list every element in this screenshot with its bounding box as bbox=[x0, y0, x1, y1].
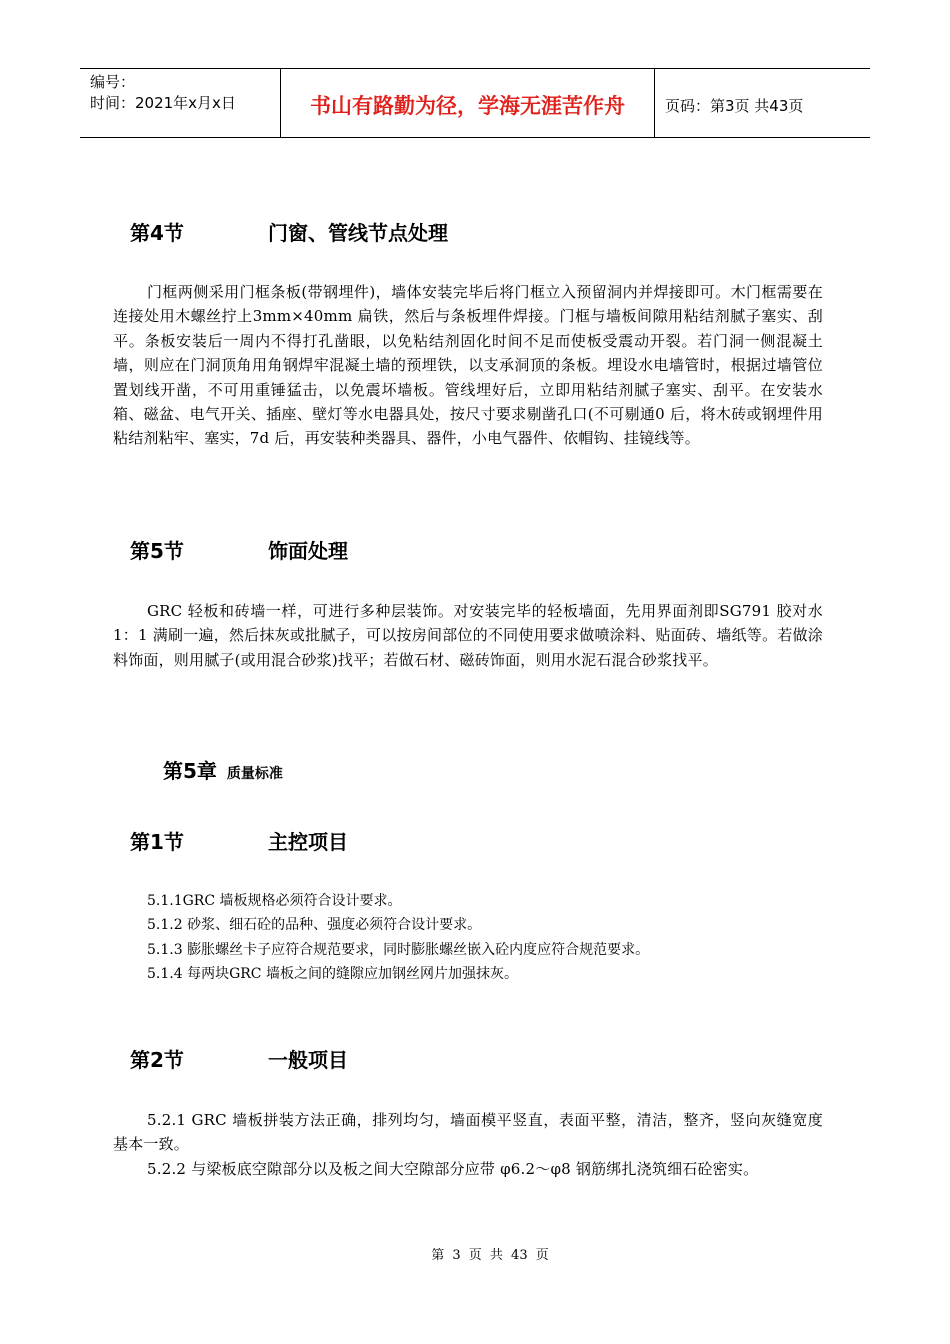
section-2-number: 第2节 bbox=[130, 1048, 184, 1072]
section-5-number: 第5节 bbox=[130, 539, 184, 563]
section-4-number: 第4节 bbox=[130, 221, 184, 245]
header-number-label: 编号： bbox=[90, 73, 136, 91]
list-item: 5.1.4 每两块GRC 墙板之间的缝隙应加钢丝网片加强抹灰。 bbox=[147, 966, 518, 983]
page-footer: 第 3 页 共 43 页 bbox=[431, 1248, 549, 1263]
section-4-paragraph: 门框两侧采用门框条板(带钢埋件)，墙体安装完毕后将门框立入预留洞内并焊接即可。木门框需要在连接处用木螺丝拧上3mm×40mm 扁铁，然后与条板埋件焊接。门框与墙板间隙用粘结剂腻子塞实、刮平。条板安装后一周内不得打孔凿眼，以免粘结剂固化时间不足而使板受震动开裂。若门洞一侧混凝土墙，则应在门洞顶角用角钢焊牢混凝土墙的预埋铁，以支承洞顶的条板。埋设水电墙管时，根据过墙管位置划线开凿，不可用重锤猛击，以免震坏墙板。管线埋好后，立即用粘结剂腻子塞实、刮平。在安装水箱、磁盆、电气开关、插座、壁灯等水电器具处，按尺寸要求剔凿孔口(不可剔通0 后，将木砖或钢埋件用粘结剂粘牢、塞实，7d 后，再安装种类器具、器件，小电气器件、依帽钩、挂镜线等。 bbox=[113, 283, 823, 448]
section-2-paragraph-2: 5.2.2 与梁板底空隙部分以及板之间大空隙部分应带 φ6.2～φ8 钢筋绑扎浇筑细石砼密实。 bbox=[147, 1160, 759, 1178]
header-time-label: 时间：2021年x月x日 bbox=[90, 94, 236, 112]
section-4-heading bbox=[130, 218, 448, 248]
section-1-number: 第1节 bbox=[130, 830, 184, 854]
section-4-title: 门窗、管线节点处理 bbox=[268, 221, 448, 245]
section-1-items bbox=[147, 889, 827, 987]
section-2-paragraph-1: 5.2.1 GRC 墙板拼装方法正确，排列均匀，墙面模平竖直，表面平整，清洁，整齐，竖向灰缝宽度基本一致。 bbox=[113, 1111, 823, 1154]
section-5-title: 饰面处理 bbox=[268, 539, 348, 563]
section-2-heading bbox=[130, 1045, 348, 1075]
section-5-heading bbox=[130, 536, 348, 566]
chapter-5-heading bbox=[163, 756, 283, 786]
header-motto: 书山有路勤为径，学海无涯苦作舟 bbox=[281, 69, 655, 137]
section-2-title: 一般项目 bbox=[268, 1048, 348, 1072]
list-item: 5.1.2 砂浆、细石砼的品种、强度必须符合设计要求。 bbox=[147, 917, 482, 934]
header-page-info: 页码：第3页 共43页 bbox=[665, 96, 804, 115]
chapter-5-title: 质量标准 bbox=[226, 766, 283, 782]
section-5-paragraph: GRC 轻板和砖墙一样，可进行多种层装饰。对安装完毕的轻板墙面，先用界面剂即SG791 胶对水1：1 满刷一遍，然后抹灰或批腻子，可以按房间部位的不同使用要求做喷涂料、贴面砖、墙纸等。若做涂料饰面，则用腻子(或用混合砂浆)找平；若做石材、磁砖饰面，则用水泥石混合砂浆找平。 bbox=[113, 602, 823, 669]
header-meta bbox=[80, 69, 281, 137]
section-1-title: 主控项目 bbox=[268, 830, 348, 854]
list-item: 5.1.3 膨胀螺丝卡子应符合规范要求，同时膨胀螺丝嵌入砼内度应符合规范要求。 bbox=[147, 941, 650, 958]
list-item: 5.1.1GRC 墙板规格必须符合设计要求。 bbox=[147, 893, 402, 909]
section-1-heading bbox=[130, 827, 348, 857]
chapter-5-number: 第5章 bbox=[163, 759, 217, 783]
page-header bbox=[80, 68, 870, 138]
